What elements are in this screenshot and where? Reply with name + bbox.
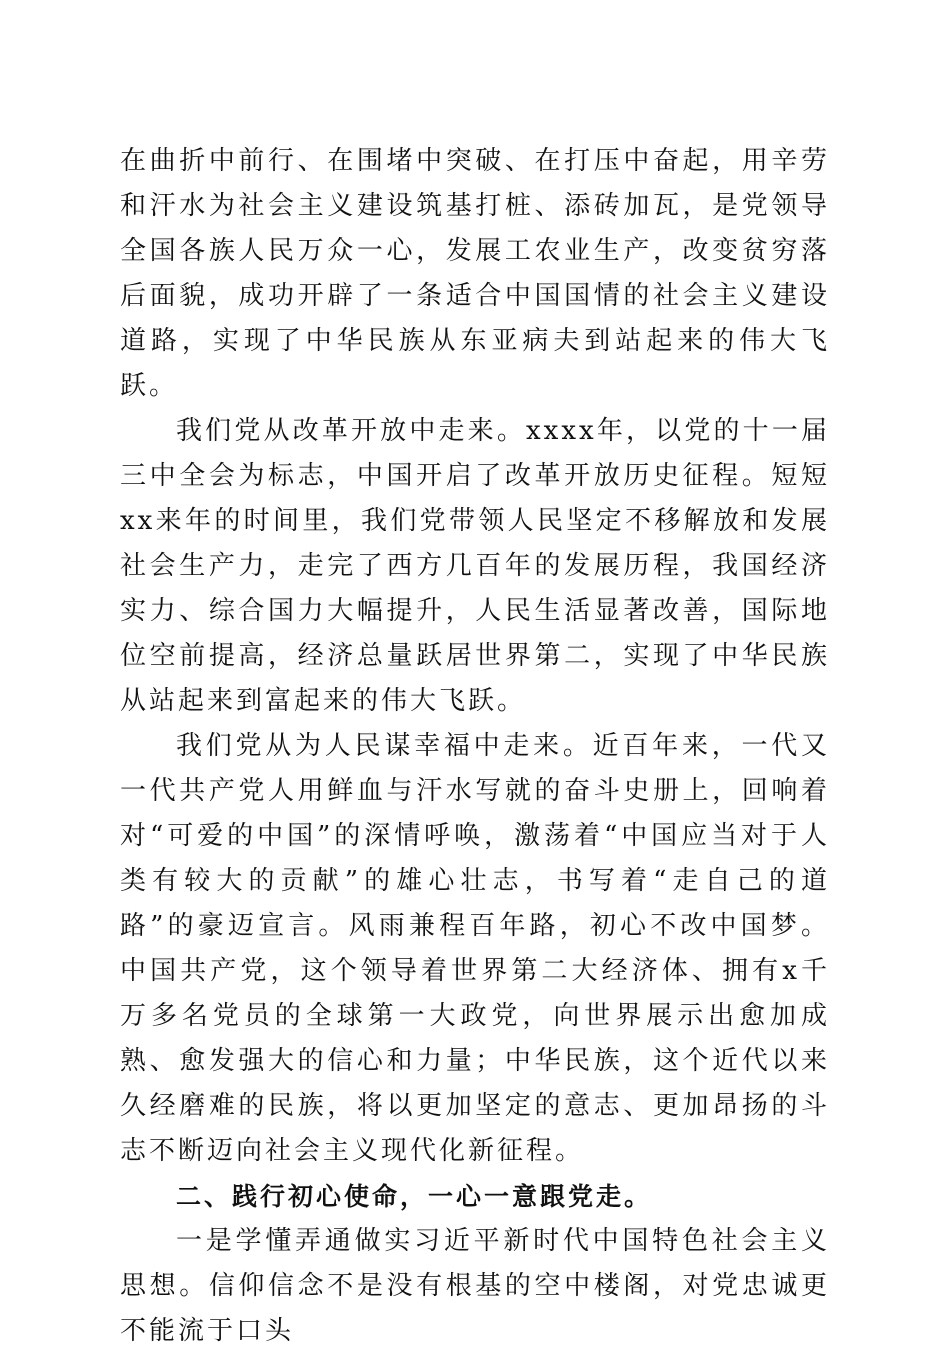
paragraph-study-thought: 一是学懂弄通做实习近平新时代中国特色社会主义思想。信仰信念不是没有根基的空中楼阁，对党忠诚更不能流于口头 (120, 1226, 830, 1346)
paragraph-happiness: 我们党从为人民谋幸福中走来。近百年来，一代又一代共产党人用鲜血与汗水写就的奋斗史册上，回响着对“可爱的中国”的深情呼唤，激荡着“中国应当对于人类有较大的贡献”的雄心壮志，书写着“走自己的道路”的豪迈宣言。风雨兼程百年路，初心不改中国梦。中国共产党，这个领导着世界第二大经济体、拥有x千万多名党员的全球第一大政党，向世界展示出愈加成熟、愈发强大的信心和力量；中华民族，这个近代以来久经磨难的民族，将以更加坚定的意志、更加昂扬的斗志不断迈向社会主义现代化新征程。 (120, 731, 830, 1166)
section-heading: 二、践行初心使命，一心一意跟党走。 (176, 1182, 653, 1211)
paragraph-reform-opening: 我们党从改革开放中走来。xxxx年，以党的十一届三中全会为标志，中国开启了改革开放历史征程。短短xx来年的时间里，我们党带领人民坚定不移解放和发展社会生产力，走完了西方几百年的发展历程，我国经济实力、综合国力大幅提升，人民生活显著改善，国际地位空前提高，经济总量跃居世界第二，实现了中华民族从站起来到富起来的伟大飞跃。 (120, 416, 830, 716)
paragraph-continuation: 在曲折中前行、在围堵中突破、在打压中奋起，用辛劳和汗水为社会主义建设筑基打桩、添砖加瓦，是党领导全国各族人民万众一心，发展工农业生产，改变贫穷落后面貌，成功开辟了一条适合中国国情的社会主义建设道路，实现了中华民族从东亚病夫到站起来的伟大飞跃。 (120, 146, 830, 401)
document-body (120, 139, 830, 1354)
